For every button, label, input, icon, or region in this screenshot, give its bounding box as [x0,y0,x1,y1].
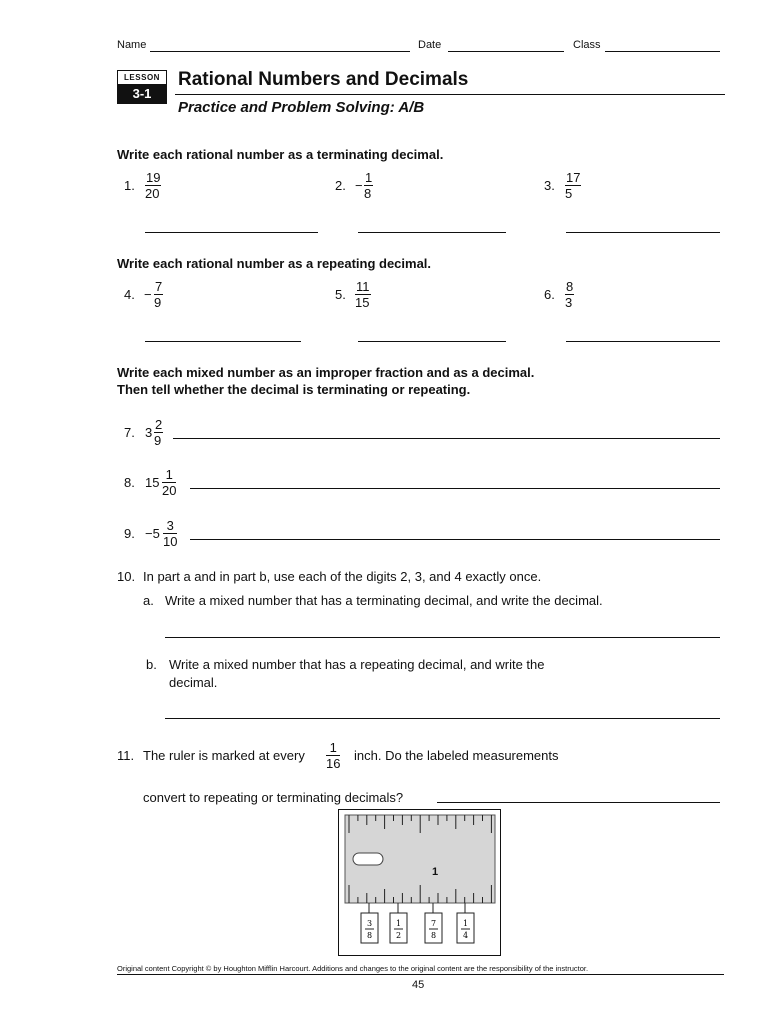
answer-line[interactable] [437,802,720,803]
problem-number: 4. [124,287,135,302]
section2-instruction: Write each rational number as a repeating decimal. [117,256,432,271]
numerator: 1 [329,740,337,755]
ruler-tag-numerator: 7 [430,919,437,928]
date-field[interactable] [448,51,564,52]
numerator: 17 [566,170,581,185]
denominator: 20 [145,186,160,201]
ruler-tag-numerator: 1 [395,919,402,928]
ruler-tag-denominator: 4 [462,931,469,940]
answer-line[interactable] [566,341,720,342]
answer-line[interactable] [165,718,720,719]
problem-number: 9. [124,526,135,541]
section3-instruction-line2: Then tell whether the decimal is terminating or repeating. [117,382,471,397]
fraction [565,279,574,310]
ruler-tags [361,903,474,943]
ruler-tag-denominator: 8 [430,931,437,940]
numerator: 1 [165,467,173,482]
problem-number: 10. [117,569,136,584]
part-a-label: a. [143,593,154,608]
answer-line[interactable] [566,232,720,233]
whole-number: −5 [145,526,160,541]
denominator: 9 [154,433,162,448]
fraction [355,279,371,310]
title-rule [175,94,725,95]
lesson-badge [117,70,167,104]
ruler-tag [361,903,378,943]
ruler-tag-denominator: 2 [395,931,402,940]
minus-sign: − [144,287,152,302]
numerator: 1 [365,170,373,185]
numerator: 3 [166,518,174,533]
name-label: Name [117,39,147,51]
class-label: Class [573,39,601,51]
problem-number: 5. [335,287,346,302]
part-a-text: Write a mixed number that has a terminating decimal, and write the decimal. [165,593,603,608]
section1-instruction: Write each rational number as a terminating decimal. [117,147,444,162]
ruler-tag [390,903,407,943]
question-11-text: The ruler is marked at every [143,748,305,763]
answer-line[interactable] [190,488,720,489]
problem-number: 11. [117,748,135,763]
answer-line[interactable] [358,341,506,342]
problem-number: 2. [335,178,346,193]
name-field[interactable] [150,51,410,52]
ruler-tag-numerator: 3 [366,919,373,928]
ruler-tag [457,903,474,943]
question-10-text: In part a and in part b, use each of the digits 2, 3, and 4 exactly once. [143,569,542,584]
ruler-tag [425,903,442,943]
fraction [154,417,163,448]
page-subtitle: Practice and Problem Solving: A/B [178,99,425,116]
numerator: 8 [566,279,574,294]
question-11-text-cont: inch. Do the labeled measurements [354,748,559,763]
fraction [145,170,161,201]
whole-number: 15 [145,475,160,490]
fraction [364,170,373,201]
numerator: 19 [146,170,161,185]
answer-line[interactable] [358,232,506,233]
fraction [162,467,176,498]
copyright-text: Original content Copyright © by Houghton Mifflin Harcourt. Additions and changes to the original content are the responsibility of the instructor. [117,964,589,973]
denominator: 16 [326,756,341,771]
denominator: 9 [154,295,162,310]
lesson-number: 3-1 [132,86,152,101]
part-b-text-line1: Write a mixed number that has a repeating decimal, and write the [169,657,545,672]
ruler-tag-numerator: 1 [462,919,469,928]
whole-number: 3 [145,425,153,440]
ruler-tag-denominator: 8 [366,931,373,940]
lesson-label: LESSON [118,71,166,84]
numerator: 2 [155,417,163,432]
page-title: Rational Numbers and Decimals [178,69,469,90]
denominator: 15 [355,295,370,310]
minus-sign: − [355,178,363,193]
ruler-graphic [339,810,500,955]
numerator: 7 [155,279,163,294]
part-b-text-line2: decimal. [169,675,218,690]
part-b-label: b. [146,657,157,672]
answer-line[interactable] [165,637,720,638]
ruler-label-one: 1 [432,866,439,878]
denominator: 20 [162,483,177,498]
date-label: Date [418,39,442,51]
problem-number: 6. [544,287,555,302]
denominator: 8 [364,186,372,201]
fraction [154,279,163,310]
class-field[interactable] [605,51,720,52]
fraction [163,518,177,549]
problem-number: 1. [124,178,135,193]
denominator: 10 [163,534,178,549]
problem-number: 7. [124,425,135,440]
answer-line[interactable] [190,539,720,540]
answer-line[interactable] [173,438,720,439]
ruler-figure [338,809,501,956]
answer-line[interactable] [145,341,301,342]
footer-rule [117,974,724,975]
ruler-slot-hole [353,853,383,865]
fraction [326,740,340,771]
question-11-line2: convert to repeating or terminating decimals? [143,790,404,805]
section3-instruction-line1: Write each mixed number as an improper fraction and as a decimal. [117,365,535,380]
problem-number: 8. [124,475,135,490]
denominator: 5 [565,185,581,201]
problem-number: 3. [544,178,555,193]
denominator: 3 [565,295,573,310]
numerator: 11 [356,279,370,294]
answer-line[interactable] [145,232,318,233]
fraction [565,170,581,201]
page-number: 45 [412,979,425,991]
